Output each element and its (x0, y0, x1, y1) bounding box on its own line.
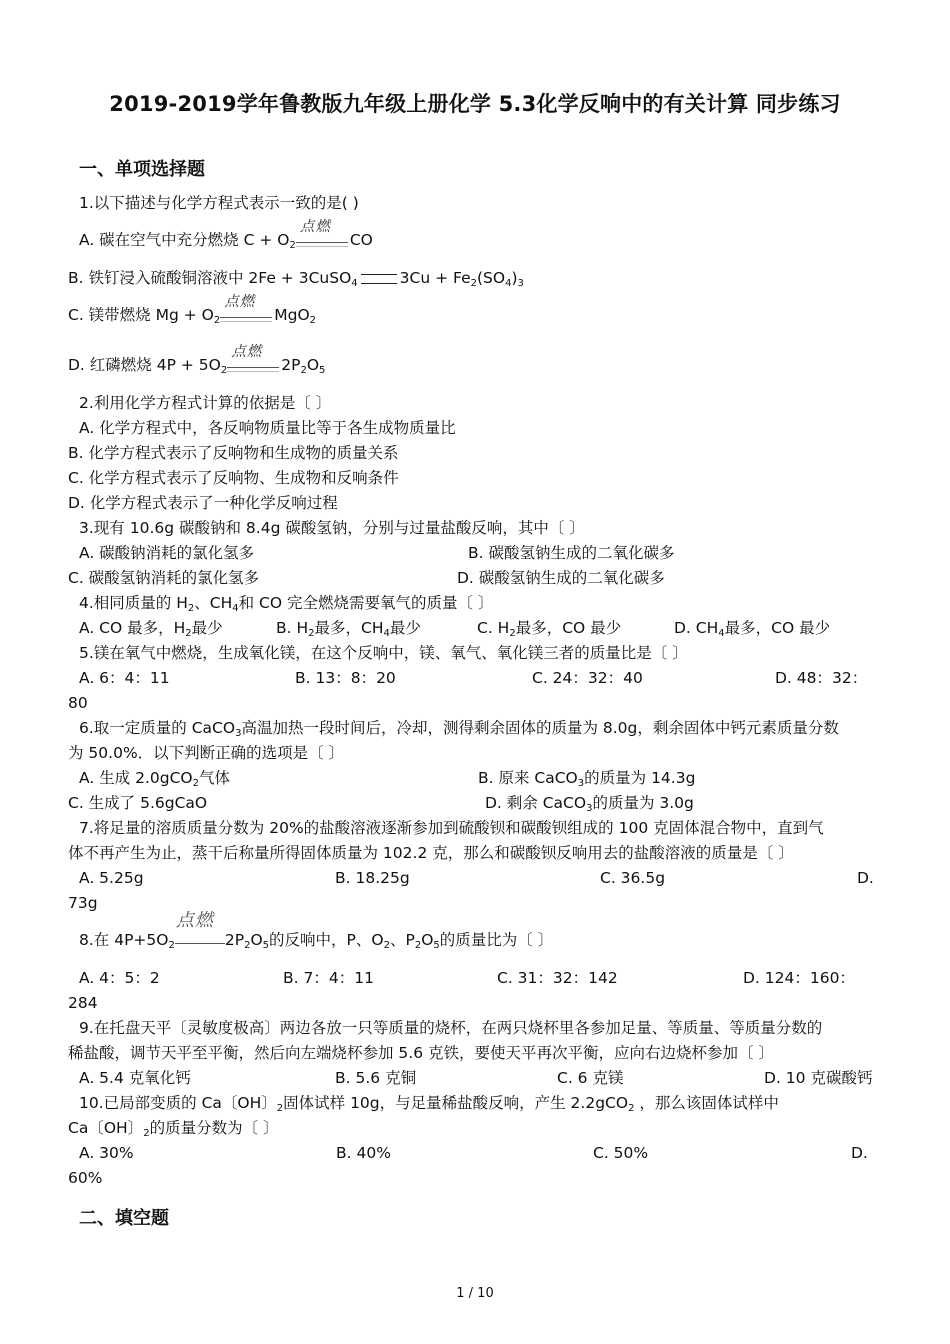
q4-option-c: C. $H_2$最多，CO 最少 (477, 619, 622, 639)
q9-option-a: A. 5.4 克氧化钙 (79, 1069, 191, 1087)
reaction-arrow-ignite: 点燃 (296, 231, 350, 251)
q7-stem-line2: 体不再产生为止，蒸干后称量所得固体质量为 102.2 克，那么和碳酸钡反响用去的盐酸溶液的质量是〔 〕 (68, 844, 794, 862)
q7-option-d: D. (857, 869, 874, 887)
page-number: 1 / 10 (456, 1286, 494, 1301)
reaction-arrow-ignite: 点燃 (175, 931, 225, 951)
section-heading-single-choice: 一、单项选择题 (79, 159, 205, 180)
reaction-arrow-ignite: 点燃 (220, 306, 274, 326)
q3-option-d: D. 碳酸氢钠生成的二氧化碳多 (457, 569, 665, 587)
q5-stem: 5.镁在氧气中燃烧，生成氧化镁，在这个反响中，镁、氧气、氧化镁三者的质量比是〔 〕 (79, 644, 688, 662)
q1-option-d: D. 红磷燃烧 $4P + 5O_2$ 点燃 $2P_2O_5$ (68, 343, 326, 376)
q7-option-c: C. 36.5g (600, 869, 666, 887)
reaction-arrow-ignite: 点燃 (227, 356, 281, 376)
q8-option-b: B. 7：4：11 (283, 969, 374, 987)
q7-option-d-continued: 73g (68, 894, 98, 912)
q6-option-b: B. 原来 CaCO$_3$的质量为 14.3g (478, 769, 696, 789)
q10-option-a: A. 30% (79, 1144, 134, 1162)
q5-option-d: D. 48：32： (775, 669, 868, 687)
q8-option-d-continued: 284 (68, 994, 98, 1012)
q3-option-b: B. 碳酸氢钠生成的二氧化碳多 (468, 544, 675, 562)
q8-option-a: A. 4：5：2 (79, 969, 160, 987)
document-title: 2019-2019学年鲁教版九年级上册化学 5.3化学反响中的有关计算 同步练习 (109, 92, 841, 116)
q8-stem: 8.在 $4P+5O_2$ 点燃 $2P_2O_5$的反响中，P、$O_2$、$P_2O_5$的质量比为〔 〕 (79, 909, 554, 951)
q6-option-a: A. 生成 2.0gCO$_2$气体 (79, 769, 231, 789)
q8-option-c: C. 31：32：142 (497, 969, 618, 987)
q3-option-c: C. 碳酸氢钠消耗的氯化氢多 (68, 569, 260, 587)
q3-option-a: A. 碳酸钠消耗的氯化氢多 (79, 544, 255, 562)
q9-option-b: B. 5.6 克铜 (335, 1069, 417, 1087)
q7-option-a: A. 5.25g (79, 869, 144, 887)
q1-option-a: A. 碳在空气中充分燃烧 $C + O_2$ 点燃 CO (79, 218, 373, 251)
q7-option-b: B. 18.25g (335, 869, 410, 887)
equals-sign (361, 274, 397, 284)
q6-option-d: D. 剩余 CaCO$_3$的质量为 3.0g (485, 794, 694, 814)
q7-stem-line1: 7.将足量的溶质质量分数为 20%的盐酸溶液逐渐参加到硫酸钡和碳酸钡组成的 100 克固体混合物中，直到气 (79, 819, 824, 837)
q6-option-c: C. 生成了 5.6gCaO (68, 794, 208, 812)
q10-stem-line2: Ca〔OH〕$_2$的质量分数为〔 〕 (68, 1119, 279, 1139)
q4-option-b: B. $H_2$最多，$CH_4$最少 (276, 619, 421, 639)
q2-option-d: D. 化学方程式表示了一种化学反响过程 (68, 494, 338, 512)
q9-option-d: D. 10 克碳酸钙 (764, 1069, 873, 1087)
q1-option-c: C. 镁带燃烧 $Mg + O_2$ 点燃 MgO$_2$ (68, 293, 317, 326)
q10-option-d-continued: 60% (68, 1169, 103, 1187)
q4-stem: 4.相同质量的 $H_2$、$CH_4$和 CO 完全燃烧需要氧气的质量〔 〕 (79, 594, 494, 614)
q1-option-b: B. 铁钉浸入硫酸铜溶液中 2Fe + 3CuSO$_4$ $3Cu + Fe_2(SO_4)_3$ (68, 269, 524, 289)
q9-stem-line2: 稀盐酸，调节天平至平衡，然后向左端烧杯参加 5.6 克铁，要使天平再次平衡，应向右边烧杯参加〔 〕 (68, 1044, 774, 1062)
q9-option-c: C. 6 克镁 (557, 1069, 624, 1087)
q2-option-c: C. 化学方程式表示了反响物、生成物和反响条件 (68, 469, 399, 487)
q10-stem-line1: 10.已局部变质的 Ca〔OH〕$_2$固体试样 10g，与足量稀盐酸反响，产生 2.2gCO$_2$ ，那么该固体试样中 (79, 1094, 779, 1114)
q4-option-d: D. $CH_4$最多，CO 最少 (674, 619, 831, 639)
q9-stem-line1: 9.在托盘天平〔灵敏度极高〕两边各放一只等质量的烧杯，在两只烧杯里各参加足量、等质量、等质量分数的 (79, 1019, 823, 1037)
q10-option-d: D. (851, 1144, 868, 1162)
q6-stem-line1: 6.取一定质量的 CaCO$_3$高温加热一段时间后，冷却，测得剩余固体的质量为 8.0g，剩余固体中钙元素质量分数 (79, 719, 839, 739)
q10-option-c: C. 50% (593, 1144, 649, 1162)
section-heading-fill-in: 二、填空题 (79, 1208, 169, 1229)
q8-option-d: D. 124：160： (743, 969, 855, 987)
q5-option-a: A. 6：4：11 (79, 669, 170, 687)
q2-option-a: A. 化学方程式中，各反响物质量比等于各生成物质量比 (79, 419, 456, 437)
q6-stem-line2: 为 50.0%．以下判断正确的选项是〔 〕 (68, 744, 345, 762)
q2-stem: 2.利用化学方程式计算的依据是〔 〕 (79, 394, 332, 412)
q4-option-a: A. CO 最多，$H_2$最少 (79, 619, 223, 639)
q5-option-b: B. 13：8：20 (295, 669, 396, 687)
q3-stem: 3.现有 10.6g 碳酸钠和 8.4g 碳酸氢钠，分别与过量盐酸反响，其中〔 〕 (79, 519, 585, 537)
q5-option-d-continued: 80 (68, 694, 88, 712)
q2-option-b: B. 化学方程式表示了反响物和生成物的质量关系 (68, 444, 399, 462)
q1-stem: 1.以下描述与化学方程式表示一致的是( ) (79, 194, 359, 212)
q5-option-c: C. 24：32：40 (532, 669, 643, 687)
q10-option-b: B. 40% (336, 1144, 391, 1162)
